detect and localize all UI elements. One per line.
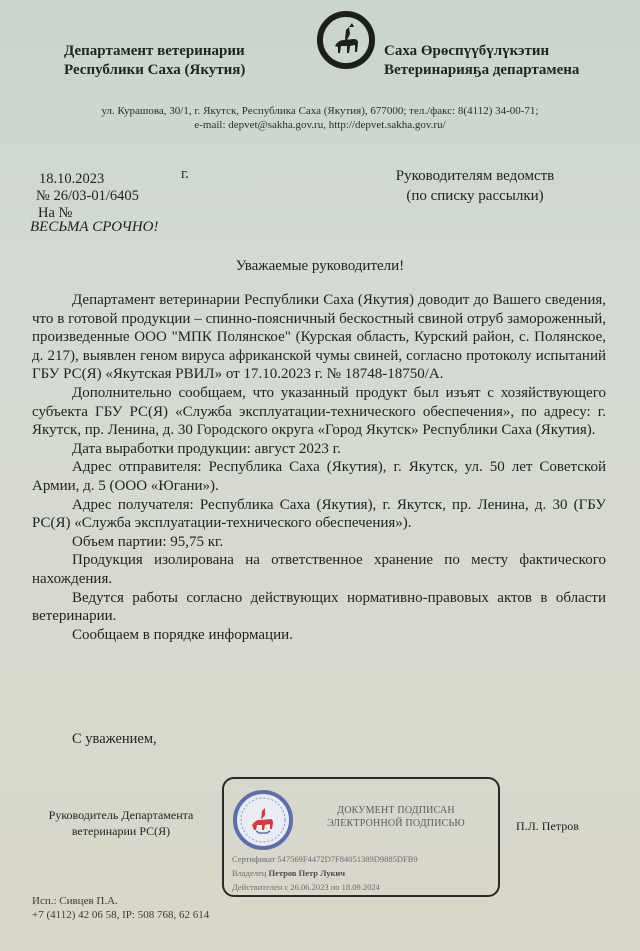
owner-label: Владелец <box>232 868 267 878</box>
body-paragraph: Дополнительно сообщаем, что указанный продукт был изъят с хозяйствующего субъекта ГБУ РС(Я) «Служба эксплуатации-технического обеспечения», по адресу: г. Якутск, пр. Ленина, д. 30 Городского округа «Город Якутск» Республики Саха (Якутия). <box>32 384 606 439</box>
letterhead-email-web: e-mail: depvet@sakha.gov.ru, http://depvet.sakha.gov.ru/ <box>194 119 446 131</box>
signatory-name: П.Л. Петров <box>516 819 579 833</box>
executor-name: Исп.: Сивцев П.А. <box>32 895 118 907</box>
stamp-owner <box>232 868 345 878</box>
stamp-validity: Действителен с 26.06.2023 по 18.09.2024 <box>232 882 380 892</box>
recipient-line2: (по списку рассылки) <box>406 188 544 204</box>
salutation: Уважаемые руководители! <box>235 258 405 274</box>
recipient-line1: Руководителям ведомств <box>395 168 555 184</box>
letter-date-suffix: г. <box>181 166 189 182</box>
body-paragraph: Дата выработки продукции: август 2023 г. <box>72 440 341 457</box>
letter-number: № 26/03-01/6405 <box>36 188 139 204</box>
stamp-title-line2: ЭЛЕКТРОННОЙ ПОДПИСЬЮ <box>327 818 465 829</box>
letter-date: 18.10.2023 <box>39 171 105 187</box>
letter-meta <box>36 166 189 222</box>
stamp-title <box>296 804 496 830</box>
certificate-value: 547569F4472D7F84051389D9885DFB9 <box>277 854 418 864</box>
signatory-role-line2: ветеринарии РС(Я) <box>71 824 171 838</box>
signatory-role-line1: Руководитель Департамента <box>48 808 194 822</box>
signatory-role <box>36 807 206 839</box>
closing: С уважением, <box>72 731 157 747</box>
electronic-signature-stamp <box>222 777 500 897</box>
department-name-ru-line1: Департамент ветеринарии <box>64 43 245 59</box>
letterhead-contacts <box>0 104 640 132</box>
body-paragraph: Адрес получателя: Республика Саха (Якутия), г. Якутск, пр. Ленина, д. 30 (ГБУ РС(Я) «Служба эксплуатации-технического обеспечения»). <box>32 496 606 532</box>
department-name-ru-line2: Республики Саха (Якутия) <box>64 62 246 78</box>
body-paragraph: Ведутся работы согласно действующих нормативно-правовых актов в области ветеринарии. <box>32 589 606 625</box>
owner-value: Петров Петр Лукич <box>268 868 346 878</box>
department-name-sakha <box>384 42 579 80</box>
seal-emblem-icon <box>232 789 294 851</box>
executor-phone: +7 (4112) 42 06 58, IP: 508 768, 62 614 <box>32 909 210 921</box>
letterhead-address: ул. Курашова, 30/1, г. Якутск, Республика Саха (Якутия), 677000; тел./факс: 8(4112) 34-00-71; <box>101 105 539 117</box>
letter-body <box>32 291 606 644</box>
certificate-label: Сертификат <box>232 854 276 864</box>
stamp-certificate <box>232 854 418 864</box>
body-paragraph: Продукция изолирована на ответственное хранение по месту фактического нахождения. <box>32 552 606 587</box>
sakha-emblem-icon <box>316 10 376 70</box>
department-name-ru <box>64 42 245 80</box>
body-paragraph: Сообщаем в порядке информации. <box>72 626 293 643</box>
letter-reply-to: На № <box>38 205 73 221</box>
body-paragraph: Объем партии: 95,75 кг. <box>72 533 224 550</box>
recipient-block <box>375 166 575 206</box>
body-paragraph: Адрес отправителя: Республика Саха (Якутия), г. Якутск, ул. 50 лет Советской Армии, д. 5 (ООО «Югани»). <box>32 459 606 494</box>
executor-info <box>32 894 209 922</box>
stamp-title-line1: ДОКУМЕНТ ПОДПИСАН <box>337 805 455 816</box>
department-name-sakha-line2: Ветеринарияҕа департамена <box>384 62 580 78</box>
body-paragraph: Департамент ветеринарии Республики Саха (Якутия) доводит до Вашего сведения, что в готовой продукции – спинно-поясничный бескостный свиной отруб замороженный, произведенные ООО "МПК Полянское" (Курская область, Курский район, с. Полянское, д. 217), выявлен геном вируса африканской чумы свиней, согласно протоколу испытаний ГБУ РС(Я) «Якутская РВИЛ» от 17.10.2023 г. № 18748-18750/А. <box>32 292 606 383</box>
department-name-sakha-line1: Саха Өрөспүүбүлүкэтин <box>384 43 550 59</box>
urgency-label: ВЕСЬМА СРОЧНО! <box>30 219 159 235</box>
